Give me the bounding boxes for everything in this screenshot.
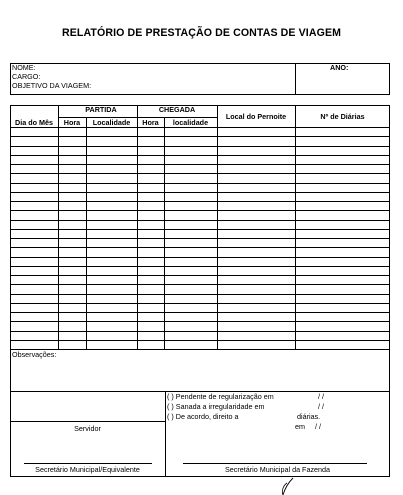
col-dia-do-mes: Dia do Mês	[15, 118, 53, 127]
check-pendente-date: / /	[318, 392, 324, 401]
table-row	[10, 238, 390, 239]
col-localidade-chegada: localidade	[172, 118, 209, 127]
col-numero-diarias: Nº de Diárias	[320, 112, 365, 121]
field-objetivo-label: OBJETIVO DA VIAGEM:	[12, 81, 92, 90]
table-row	[10, 164, 390, 165]
sig-line-equivalente	[24, 463, 152, 464]
col-line-1	[58, 105, 59, 350]
table-row	[10, 294, 390, 295]
check-diarias: diárias.	[297, 412, 321, 421]
table-row	[10, 266, 390, 267]
sig-secretario-fazenda: Secretário Municipal da Fazenda	[224, 465, 331, 474]
observacoes-box	[10, 349, 390, 392]
table-row	[10, 257, 390, 258]
table-header-bottom-line	[10, 127, 390, 128]
table-row	[10, 183, 390, 184]
field-ano-label: ANO:	[330, 63, 349, 72]
table-row	[10, 229, 390, 230]
check-em-label: em	[295, 422, 305, 431]
field-cargo-label: CARGO:	[12, 72, 41, 81]
col-line-5	[217, 105, 218, 350]
table-row	[10, 146, 390, 147]
sig-secretario-equivalente: Secretário Municipal/Equivalente	[35, 465, 140, 474]
group-chegada: CHEGADA	[158, 105, 196, 114]
page-title: RELATÓRIO DE PRESTAÇÃO DE CONTAS DE VIAGEM	[61, 27, 342, 39]
table-row	[10, 136, 390, 137]
group-divider	[137, 105, 138, 117]
table-row	[10, 210, 390, 211]
col-hora-chegada: Hora	[142, 118, 159, 127]
travel-table	[10, 105, 390, 350]
check-sanada-date: / /	[318, 402, 324, 411]
table-row	[10, 247, 390, 248]
table-row	[10, 201, 390, 202]
sig-line-fazenda	[183, 463, 367, 464]
servidor-separator	[10, 421, 165, 422]
signature-divider	[165, 391, 166, 477]
group-partida: PARTIDA	[85, 105, 117, 114]
observacoes-label: Observações:	[12, 350, 57, 359]
col-localidade-partida: Localidade	[92, 118, 131, 127]
col-hora-partida: Hora	[63, 118, 81, 127]
col-local-pernoite: Local do Pernoite	[225, 112, 287, 121]
table-row	[10, 173, 390, 174]
pen-mark-icon	[270, 476, 300, 495]
col-line-4	[164, 117, 165, 350]
col-line-2	[86, 117, 87, 350]
table-row	[10, 155, 390, 156]
field-nome-label: NOME:	[12, 63, 36, 72]
table-row	[10, 303, 390, 304]
table-row	[10, 192, 390, 193]
servidor-label: Servidor	[74, 424, 101, 433]
table-row	[10, 340, 390, 341]
table-row	[10, 321, 390, 322]
table-row	[10, 275, 390, 276]
table-row	[10, 284, 390, 285]
col-line-6	[295, 105, 296, 350]
col-line-3	[137, 117, 138, 350]
table-row	[10, 312, 390, 313]
table-row	[10, 331, 390, 332]
check-acordo: ( ) De acordo, direito a	[167, 412, 239, 421]
header-divider	[295, 63, 296, 95]
table-row	[10, 220, 390, 221]
check-pendente: ( ) Pendente de regularização em	[167, 392, 274, 401]
check-em-date: / /	[315, 422, 321, 431]
check-sanada: ( ) Sanada a irregularidade em	[167, 402, 265, 411]
